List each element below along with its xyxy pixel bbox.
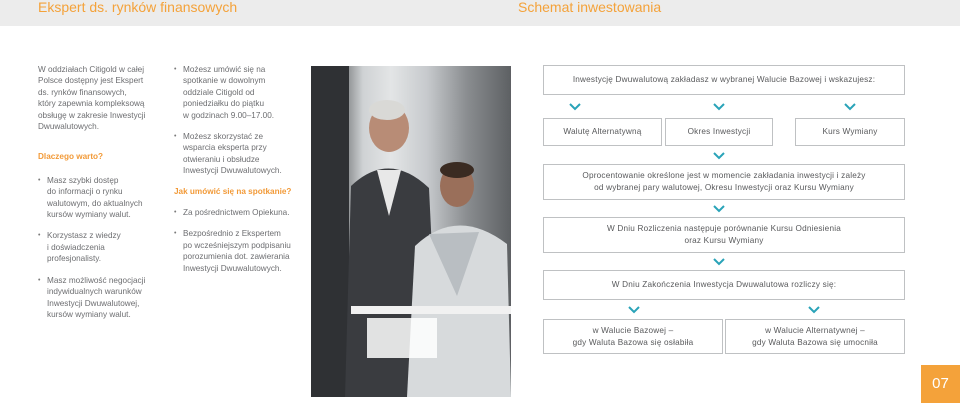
- outcome-line: gdy Waluta Bazowa się osłabiła: [572, 337, 694, 347]
- choice-box-alternative-currency: [543, 118, 662, 146]
- choice-text: Kurs Wymiany: [822, 127, 878, 137]
- outcome-line: w Walucie Bazowej –: [592, 325, 674, 335]
- interest-line: Oprocentowanie określone jest w momencie zakładania inwestycji i zależy: [582, 171, 866, 181]
- bullet-line: porozumienia dot. zawierania: [183, 252, 290, 262]
- schema-start-box: [543, 65, 905, 95]
- settlement-text: [607, 223, 841, 246]
- bullet-line: kursów wymiany walut.: [47, 309, 131, 319]
- outcome-line: w Walucie Alternatywnej –: [765, 325, 865, 335]
- meeting-photo: [311, 66, 511, 397]
- bullet-line: profesjonalisty.: [47, 254, 102, 264]
- outcome-box-base-currency: [543, 319, 723, 354]
- interest-box: [543, 164, 905, 200]
- interest-line: od wybranej pary walutowej, Okresu Inwestycji oraz Kursu Wymiany: [594, 183, 854, 192]
- intro-line: Dwuwalutowych.: [38, 122, 99, 132]
- bullet-line: i doświadczenia: [47, 242, 105, 252]
- meeting-bullet: [174, 64, 304, 121]
- intro-line: ds. rynków finansowych,: [38, 87, 127, 97]
- meeting-bullet: [174, 131, 304, 177]
- bullet-line: kursów wymiany walut.: [47, 210, 131, 220]
- benefit-bullet: [38, 230, 158, 264]
- bullet-line: walutowym, do aktualnych: [47, 198, 143, 208]
- benefit-bullet: [38, 175, 158, 221]
- outcome-line: gdy Waluta Bazowa się umocniła: [752, 337, 878, 347]
- outcome-text: [573, 325, 694, 348]
- interest-text: [582, 170, 865, 193]
- choice-box-investment-period: [665, 118, 773, 146]
- choice-text: Walutę Alternatywną: [563, 127, 642, 137]
- photo-meeting-illustration: [311, 66, 511, 397]
- contact-bullet: [174, 228, 304, 274]
- expert-intro-column: [38, 64, 158, 320]
- outcome-text: [752, 325, 878, 348]
- bullet-line: wsparcia eksperta przy: [183, 143, 267, 153]
- bullet-line: indywidualnych warunków: [47, 287, 142, 297]
- chevron-down-icon: [808, 306, 820, 314]
- bullet-line: • Bezpośrednio z Ekspertem: [183, 229, 281, 239]
- chevron-down-icon: [569, 103, 581, 111]
- chevron-down-icon: [844, 103, 856, 111]
- choice-text: Okres Inwestycji: [687, 127, 751, 137]
- chevron-down-icon: [628, 306, 640, 314]
- page-number-badge: 07: [921, 365, 960, 403]
- intro-line: który zapewnia kompleksową: [38, 99, 145, 109]
- settlement-box: [543, 217, 905, 253]
- meeting-info-column: [174, 64, 304, 274]
- settlement-line: W Dniu Rozliczenia następuje porównanie Kursu Odniesienia: [607, 224, 841, 234]
- outcome-box-alternative-currency: [725, 319, 905, 354]
- left-section-title: Ekspert ds. rynków finansowych: [38, 0, 238, 15]
- bullet-line: • Masz możliwość negocjacji: [47, 275, 146, 285]
- bullet-line: Inwestycji Dwuwalutowych.: [183, 263, 282, 273]
- bullet-line: • Możesz skorzystać ze: [183, 132, 264, 142]
- intro-line: obsługę w zakresie Inwestycji: [38, 110, 146, 120]
- bullet-line: • Możesz umówić się na: [183, 65, 266, 74]
- bullet-line: do informacji o rynku: [47, 187, 123, 197]
- end-box: [543, 270, 905, 300]
- intro-line: W oddziałach Citigold w całej: [38, 65, 145, 74]
- chevron-down-icon: [713, 258, 725, 266]
- bullet-line: • Masz szybki dostęp: [47, 175, 119, 185]
- bullet-line: w godzinach 9.00–17.00.: [183, 110, 275, 120]
- bullet-line: • Za pośrednictwem Opiekuna.: [183, 208, 290, 218]
- bullet-line: spotkanie w dowolnym: [183, 76, 266, 86]
- right-section-title: Schemat inwestowania: [518, 0, 662, 15]
- chevron-down-icon: [713, 152, 725, 160]
- bullet-line: poniedziałku do piątku: [183, 99, 265, 109]
- bullet-line: Inwestycji Dwuwalutowych.: [183, 166, 282, 176]
- how-to-meet-heading: Jak umówić się na spotkanie?: [174, 186, 292, 196]
- chevron-down-icon: [713, 103, 725, 111]
- bullet-line: • Korzystasz z wiedzy: [47, 231, 121, 241]
- end-text: W Dniu Zakończenia Inwestycja Dwuwalutowa rozliczy się:: [611, 280, 837, 290]
- intro-line: Polsce dostępny jest Ekspert: [38, 76, 144, 86]
- contact-bullet: [174, 207, 304, 218]
- bullet-line: oddziale Citigold od: [183, 87, 255, 97]
- chevron-down-icon: [713, 205, 725, 213]
- page-header: [0, 0, 960, 26]
- bullet-line: po wcześniejszym podpisaniu: [183, 240, 291, 250]
- schema-start-text: Inwestycję Dwuwalutową zakładasz w wybranej Walucie Bazowej i wskazujesz:: [572, 75, 876, 85]
- choice-box-exchange-rate: [795, 118, 905, 146]
- bullet-line: Inwestycji Dwuwalutowej,: [47, 298, 140, 308]
- why-heading: Dlaczego warto?: [38, 152, 104, 162]
- benefit-bullet: [38, 275, 158, 321]
- settlement-line: oraz Kursu Wymiany: [684, 236, 764, 245]
- bullet-line: otwieraniu i obsłudze: [183, 154, 260, 164]
